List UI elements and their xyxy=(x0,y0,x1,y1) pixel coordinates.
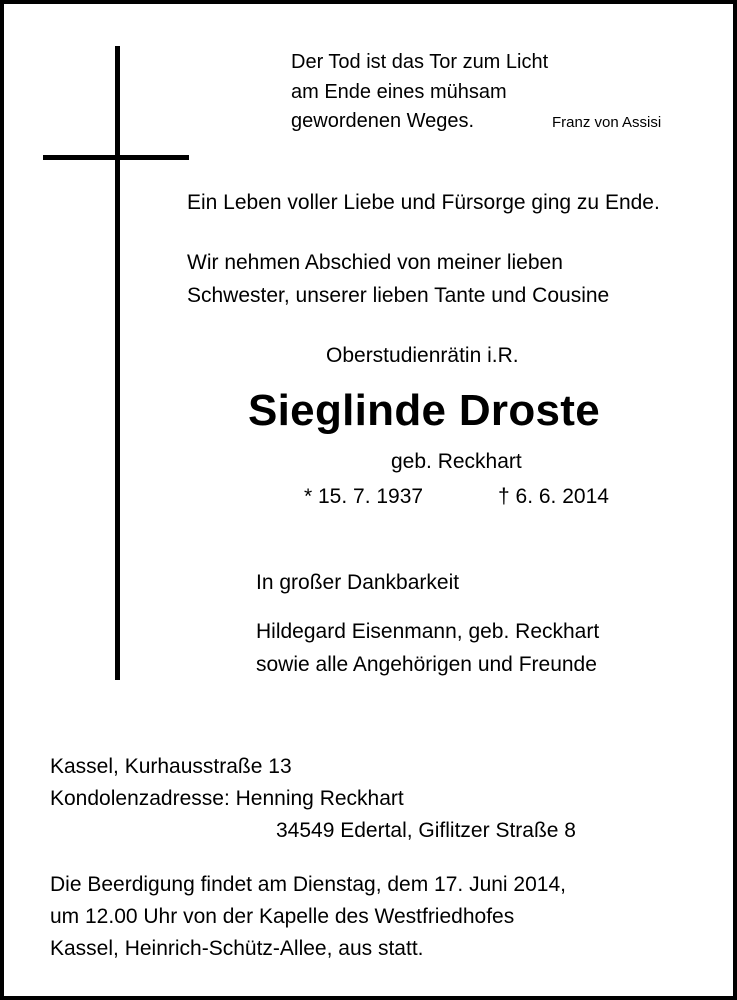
quote-line-1: Der Tod ist das Tor zum Licht xyxy=(291,51,549,73)
address-line-2: Kondolenzadresse: Henning Reckhart xyxy=(50,787,404,810)
mourners-line-1: Hildegard Eisenmann, geb. Reckhart xyxy=(256,620,600,643)
mourners-line-2: sowie alle Angehörigen und Freunde xyxy=(256,653,597,676)
deceased-name: Sieglinde Droste xyxy=(248,386,600,435)
funeral-line-2: um 12.00 Uhr von der Kapelle des Westfriedhofes xyxy=(50,905,515,928)
intro-line-1: Ein Leben voller Liebe und Fürsorge ging zu Ende. xyxy=(187,191,660,214)
cross-icon-vertical xyxy=(115,46,120,680)
address-line-1: Kassel, Kurhausstraße 13 xyxy=(50,755,292,778)
gratitude-line: In großer Dankbarkeit xyxy=(256,571,460,594)
intro-line-3: Schwester, unserer lieben Tante und Cousine xyxy=(187,284,610,307)
quote-author: Franz von Assisi xyxy=(552,114,662,131)
death-date: † 6. 6. 2014 xyxy=(498,485,609,508)
birth-date: * 15. 7. 1937 xyxy=(304,485,424,508)
funeral-line-3: Kassel, Heinrich-Schütz-Allee, aus statt. xyxy=(50,937,424,960)
intro-line-2: Wir nehmen Abschied von meiner lieben xyxy=(187,251,563,274)
funeral-line-1: Die Beerdigung findet am Dienstag, dem 17. Juni 2014, xyxy=(50,873,566,896)
deceased-maiden-name: geb. Reckhart xyxy=(391,450,522,473)
quote-line-3: gewordenen Weges. xyxy=(291,110,475,132)
cross-icon-horizontal xyxy=(43,155,189,160)
quote-line-2: am Ende eines mühsam xyxy=(291,81,507,103)
address-line-3: 34549 Edertal, Giflitzer Straße 8 xyxy=(276,819,576,842)
deceased-title: Oberstudienrätin i.R. xyxy=(326,344,519,367)
